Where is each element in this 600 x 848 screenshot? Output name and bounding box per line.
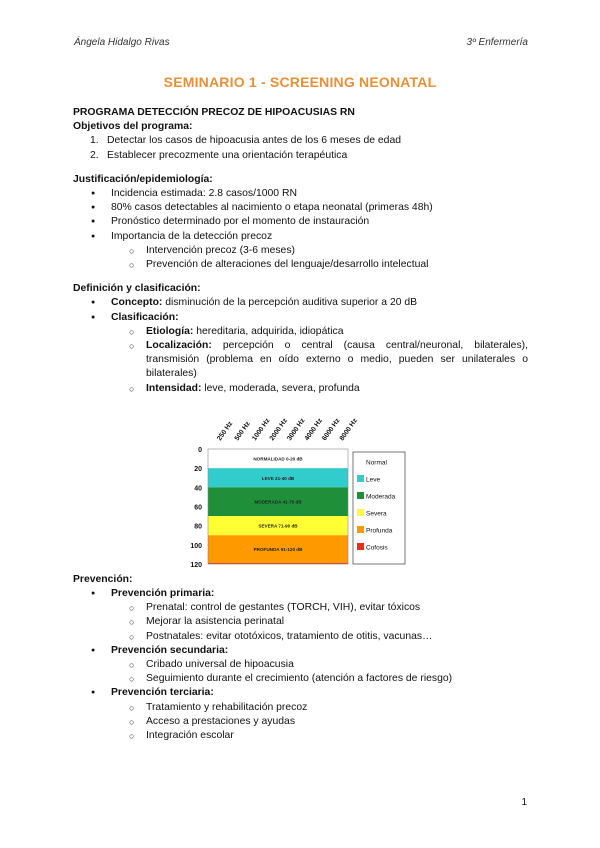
legend-swatch — [357, 543, 364, 550]
list-subitem: ○ Seguimiento durante el crecimiento (atención a factores de riesgo) — [73, 672, 528, 686]
y-tick-label: 80 — [194, 523, 202, 531]
list-item: ● Incidencia estimada: 2.8 casos/1000 RN — [73, 187, 528, 201]
document-body — [73, 106, 528, 743]
chart-band-label: MODERADA 41-70 dB — [254, 499, 302, 505]
y-tick-label: 60 — [194, 504, 202, 512]
page-title: SEMINARIO 1 - SCREENING NEONATAL — [163, 74, 437, 90]
justification-list — [73, 187, 528, 272]
hearing-loss-chart — [73, 400, 528, 569]
chart-svg — [73, 400, 528, 569]
list-item: ● Prevención primaria: — [73, 587, 528, 601]
list-subitem: ○ Localización: percepción o central (causa central/neuronal, bilaterales), transmisión (problema en oído externo o medio, pueden ser unilaterales o bilaterales) — [73, 339, 528, 382]
legend-swatch — [357, 526, 364, 533]
justification-heading: Justificación/epidemiología: — [73, 173, 213, 185]
list-item: 1. Detectar los casos de hipoacusia antes de los 6 meses de edad — [90, 135, 402, 147]
page-number: 1 — [521, 797, 527, 808]
x-frequency-label: 250 Hz — [216, 420, 235, 443]
list-subitem: ○ Integración escolar — [73, 729, 528, 743]
x-frequency-label: 8000 Hz — [338, 417, 359, 443]
prevention-list — [73, 587, 528, 743]
list-subitem: ○ Cribado universal de hipoacusia — [73, 658, 528, 672]
list-subitem: ○ Acceso a prestaciones y ayudas — [73, 715, 528, 729]
legend-label: Leve — [366, 476, 381, 484]
prevention-heading: Prevención: — [73, 573, 133, 585]
list-item: ● Pronóstico determinado por el momento de instauración — [73, 215, 528, 229]
legend-label: Moderada — [366, 493, 396, 501]
list-item: 2. Establecer precozmente una orientación terapéutica — [90, 149, 348, 161]
objectives-heading: Objetivos del programa: — [73, 121, 193, 133]
header-author: Ángela Hidalgo Rivas — [74, 37, 170, 48]
legend-swatch — [357, 458, 364, 465]
x-frequency-label: 6000 Hz — [321, 417, 342, 443]
chart-band-label: LEVE 21-40 dB — [261, 475, 295, 481]
legend-label: Profunda — [366, 527, 393, 535]
x-frequency-label: 4000 Hz — [303, 417, 324, 443]
y-tick-label: 120 — [190, 561, 202, 569]
legend-label: Cofosis — [366, 544, 388, 552]
list-subitem: ○ Mejorar la asistencia perinatal — [73, 615, 528, 629]
chart-band-label: SEVERA 71-90 dB — [258, 523, 298, 529]
list-subitem: ○ Etiología: hereditaria, adquirida, idiopática — [73, 325, 528, 339]
list-subitem: ○ Prevención de alteraciones del lenguaje/desarrollo intelectual — [73, 258, 528, 272]
list-item: ● 80% casos detectables al nacimiento o etapa neonatal (primeras 48h) — [73, 201, 528, 215]
list-subitem: ○ Prenatal: control de gestantes (TORCH, VIH), evitar tóxicos — [73, 601, 528, 615]
y-tick-label: 100 — [190, 542, 202, 550]
legend-swatch — [357, 492, 364, 499]
list-subitem: ○ Postnatales: evitar ototóxicos, tratamiento de otitis, vacunas… — [73, 630, 528, 644]
chart-band-label: PROFUNDA 91-120 dB — [253, 547, 303, 553]
list-subitem: ○ Tratamiento y rehabilitación precoz — [73, 701, 528, 715]
y-tick-label: 20 — [194, 466, 202, 474]
x-frequency-label: 3000 Hz — [286, 417, 307, 443]
x-frequency-label: 1000 Hz — [251, 417, 272, 443]
legend-swatch — [357, 509, 364, 516]
list-subitem: ○ Intensidad: leve, moderada, severa, profunda — [73, 382, 528, 396]
list-item: ● Concepto: disminución de la percepción auditiva superior a 20 dB — [73, 296, 528, 310]
definition-list — [73, 296, 528, 395]
list-item: ● Clasificación: — [73, 311, 528, 325]
legend-label: Severa — [366, 510, 387, 518]
list-item: ● Prevención terciaria: — [73, 686, 528, 700]
header-course: 3º Enfermería — [466, 37, 528, 48]
definition-heading: Definición y clasificación: — [73, 283, 201, 295]
x-frequency-label: 2000 Hz — [268, 417, 289, 443]
legend-label: Normal — [366, 459, 387, 467]
y-tick-label: 0 — [198, 446, 202, 454]
program-heading: PROGRAMA DETECCIÓN PRECOZ DE HIPOACUSIAS RN — [73, 107, 355, 118]
chart-band-label: NORMALIDAD 0-20 dB — [253, 456, 303, 462]
list-subitem: ○ Intervención precoz (3-6 meses) — [73, 244, 528, 258]
list-item: ● Importancia de la detección precoz — [73, 230, 528, 244]
legend-swatch — [357, 475, 364, 482]
objectives-list — [73, 134, 528, 162]
x-frequency-label: 500 Hz — [233, 420, 252, 443]
list-item: ● Prevención secundaria: — [73, 644, 528, 658]
y-tick-label: 40 — [194, 485, 202, 493]
